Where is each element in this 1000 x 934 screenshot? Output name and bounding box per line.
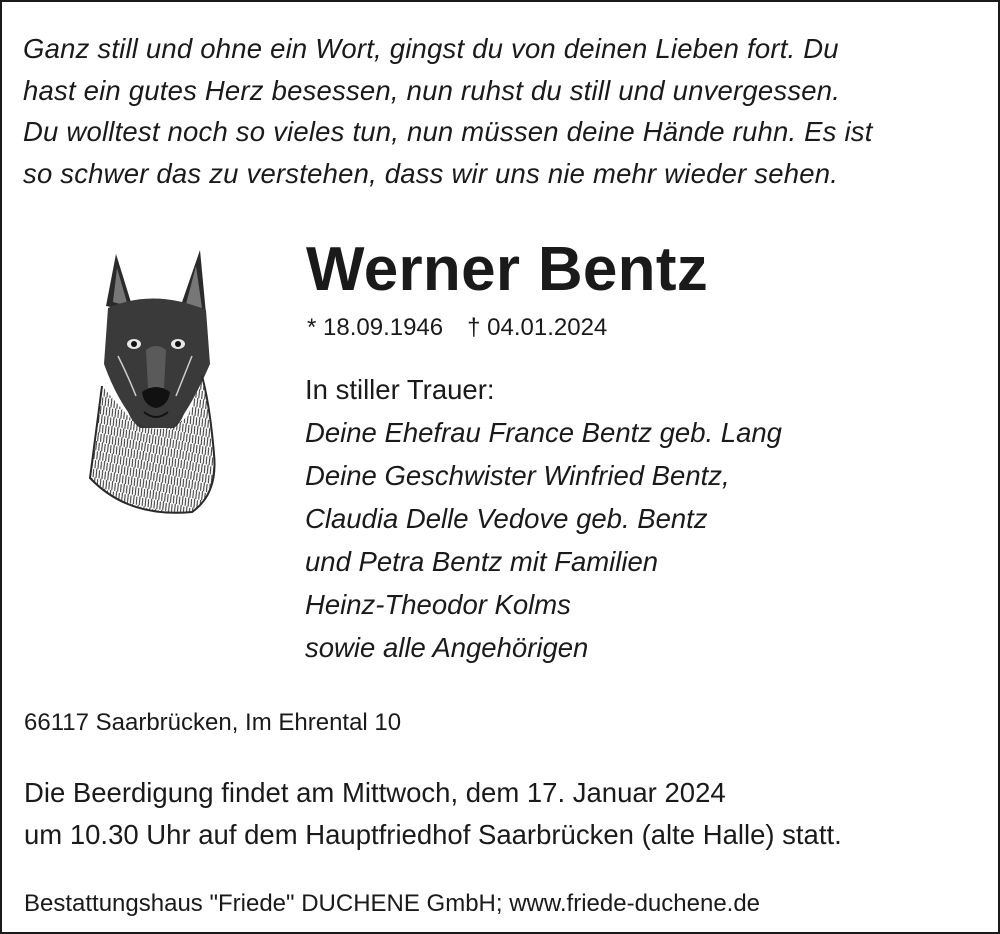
poem-line: so schwer das zu verstehen, dass wir uns nie mehr wieder sehen. (23, 157, 839, 189)
mourner-line: Claudia Delle Vedove geb. Bentz (305, 503, 708, 534)
life-dates (307, 313, 607, 343)
poem-line: Du wolltest noch so vieles tun, nun müssen deine Hände ruhn. Es ist (23, 116, 873, 147)
mourner-line: sowie alle Angehörigen (305, 632, 589, 663)
mourner-line: und Petra Bentz mit Familien (305, 546, 659, 577)
mourner-line: Heinz-Theodor Kolms (305, 589, 571, 620)
mourners-block (305, 368, 782, 669)
shepherd-dog-portrait-icon (88, 246, 220, 518)
poem-line: Ganz still und ohne ein Wort, gingst du von deinen Lieben fort. Du (23, 33, 839, 64)
funeral-line: Die Beerdigung findet am Mittwoch, dem 17. Januar 2024 (24, 777, 726, 808)
mourner-line: Deine Ehefrau France Bentz geb. Lang (305, 417, 782, 448)
deceased-name: Werner Bentz (306, 235, 709, 304)
funeral-info (24, 772, 842, 856)
funeral-home-footer: Bestattungshaus "Friede" DUCHENE GmbH; www.friede-duchene.de (24, 890, 761, 917)
funeral-line: um 10.30 Uhr auf dem Hauptfriedhof Saarbrücken (alte Halle) statt. (24, 819, 842, 850)
mourning-intro: In stiller Trauer: (305, 374, 495, 405)
mourner-line: Deine Geschwister Winfried Bentz, (305, 460, 730, 491)
address: 66117 Saarbrücken, Im Ehrental 10 (24, 709, 402, 736)
poem (23, 28, 983, 194)
poem-line: hast ein gutes Herz besessen, nun ruhst du still und unvergessen. (23, 74, 841, 106)
birth-date: * 18.09.1946 (307, 314, 444, 341)
death-date: † 04.01.2024 (467, 314, 608, 341)
